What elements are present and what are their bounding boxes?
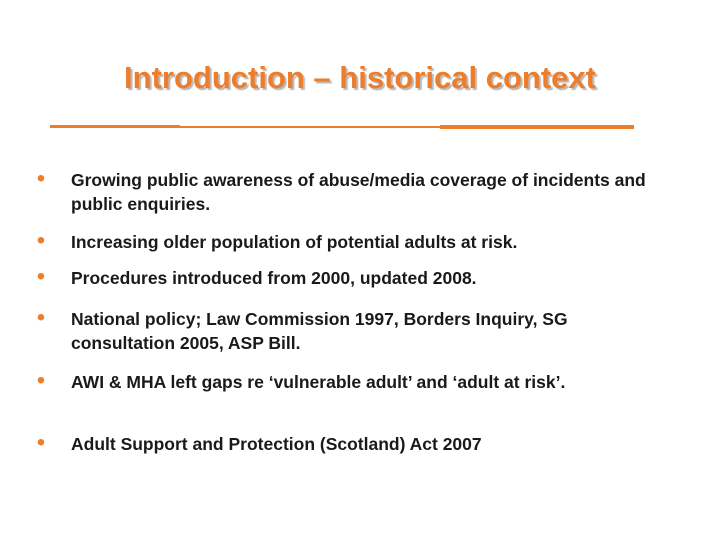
bullet-dot: • — [36, 304, 46, 331]
bullet-text: Increasing older population of potential adults at risk. — [71, 232, 518, 252]
bullet-dot: • — [36, 227, 46, 254]
bullet-text: Growing public awareness of abuse/media coverage of incidents and public enquiries. — [71, 170, 646, 214]
slide-title: Introduction – historical context — [124, 60, 596, 95]
bullet-text: Procedures introduced from 2000, updated 2008. — [71, 268, 477, 288]
bullet-dot: • — [36, 367, 46, 394]
bullet-dot: • — [36, 165, 46, 192]
bullet-text: National policy; Law Commission 1997, Borders Inquiry, SG consultation 2005, ASP Bill. — [71, 309, 568, 353]
bullet-dot: • — [36, 263, 46, 290]
bullet-text: AWI & MHA left gaps re ‘vulnerable adult’ and ‘adult at risk’. — [71, 372, 566, 392]
bullet-text: Adult Support and Protection (Scotland) Act 2007 — [71, 434, 482, 454]
bullet-dot: • — [36, 429, 46, 456]
